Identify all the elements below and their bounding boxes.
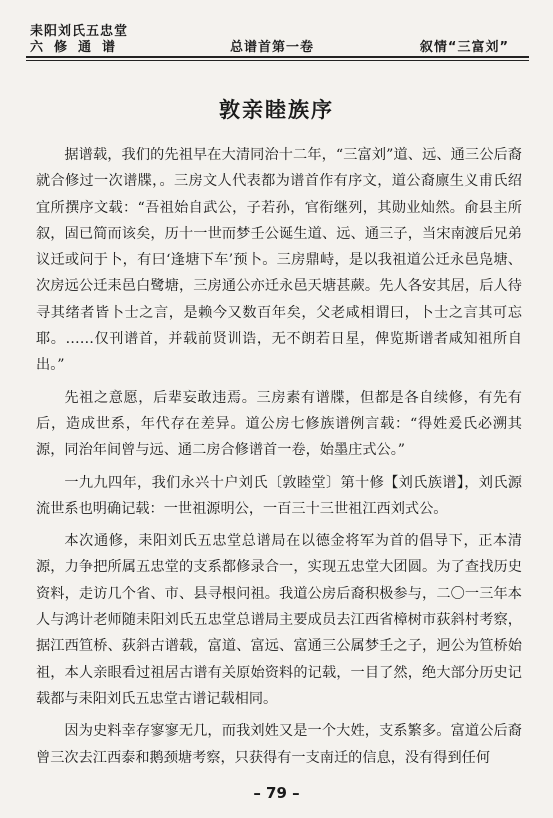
header-book-title (30, 24, 128, 56)
header-volume: 总谱首第一卷 (230, 40, 315, 55)
header-book-title-line1: 耒阳刘氏五忠堂 (30, 24, 129, 39)
header-section: 叙情“三富刘” (419, 40, 509, 55)
paragraph: 因为史料幸存寥寥无几，而我刘姓又是一个大姓，支系繁多。富道公后裔曾三次去江西泰和鹅颈塘考察，只获得有一支南迁的信息，没有得到任何 (36, 723, 522, 766)
header-book-title-line2: 六修通谱 (30, 40, 127, 55)
page-number: – 79 – (253, 784, 300, 802)
page-header (0, 0, 553, 66)
paragraph: 先祖之意愿，后辈妄敢违焉。三房素有谱牒，但都是各自续修，有先有后，造成世系，年代存在差异。道公房七修族谱例言载：“得姓爰氏必溯其源，同治年间曾与远、通二房合修谱首一卷，始墨庄式公。” (36, 389, 522, 459)
paragraph: 一九九四年，我们永兴十户刘氏〔敦睦堂〕第十修【刘氏族谱】，刘氏源流世系也明确记载：一世祖源明公，一百三十三世祖江西刘式公。 (36, 474, 522, 517)
header-rule-thin (26, 60, 529, 61)
body-text (36, 142, 522, 777)
paragraph: 本次通修，耒阳刘氏五忠堂总谱局在以德金将军为首的倡导下，正本清源，力争把所属五忠堂的支系都修录合一，实现五忠堂大团圆。为了查找历史资料，走访几个省、市、县寻根问祖。我道公房后裔积极参与，二〇一三年本人与鸿计老师随耒阳刘氏五忠堂总谱局主要成员去江西省樟树市荻斜村考察，据江西笪桥、荻斜古谱载，富道、富远、富通三公属梦壬之子，迥公为笪桥始祖，本人亲眼看过祖居古谱有关原始资料的记载，一目了然，绝大部分历史记载都与耒阳刘氏五忠堂古谱记载相同。 (36, 533, 522, 707)
page-title: 敦亲睦族序 (219, 98, 334, 122)
paragraph: 据谱载，我们的先祖早在大清同治十二年，“三富刘”道、远、通三公后裔就合修过一次谱牒，。三房文人代表都为谱首作有序文，道公裔廪生义甫氏绍宜所撰序文载：“吾祖始自武公，子若孙，官衔继列，其勋业灿然。俞县主所叙，固已简而该矣，历十一世而梦壬公诞生道、远、通三子，当宋南渡后兄弟议迁或问于卜，有曰‘逢塘下车’预卜。三房鼎峙，是以我祖道公迁永邑凫塘、次房远公迁耒邑白鹭塘，三房通公亦迁永邑天塘甚蕨。先人各安其居，后人待寻其绪者皆卜士之言，是赖今又数百年矣，父老咸相谓曰，卜士之言其可忘耶。……仅刊谱首，并载前贤训诰，无不朗若日星，俾览斯谱者咸知祖所自出。” (36, 147, 522, 374)
header-rule-thick (26, 56, 529, 58)
